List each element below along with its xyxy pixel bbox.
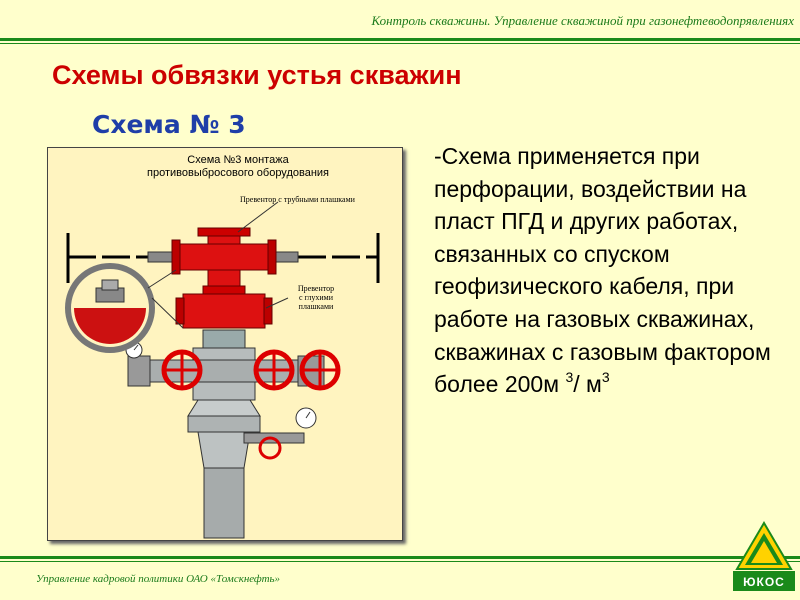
body-sup1: 3 bbox=[565, 369, 574, 386]
inset-detail bbox=[68, 266, 183, 350]
body-sup2: 3 bbox=[601, 369, 610, 386]
leader-top bbox=[238, 202, 278, 232]
label-pipe-ram-preventer: Превентор с трубными плашками bbox=[240, 195, 355, 204]
slide-title: Схемы обвязки устья скважин bbox=[52, 60, 462, 90]
yukos-logo bbox=[733, 521, 795, 591]
label-blind-ram-preventer bbox=[286, 284, 346, 311]
blind-ram-preventer bbox=[176, 286, 272, 328]
wellhead-diagram bbox=[47, 147, 403, 541]
pipe-ram-preventer bbox=[172, 228, 276, 292]
logo-text: ЮКОС bbox=[743, 575, 785, 589]
slide-subtitle: Схема № 3 bbox=[92, 110, 246, 139]
diagram-drawing bbox=[48, 148, 402, 540]
header-rule-thin bbox=[0, 43, 800, 44]
wellhead-body bbox=[128, 330, 324, 538]
label-side-line1: Превентор bbox=[297, 284, 335, 293]
body-text bbox=[434, 140, 779, 401]
header-text: Контроль скважины. Управление скважиной при газонефтеводопрявлениях bbox=[371, 13, 794, 28]
diagram-title-line1: Схема №3 монтажа bbox=[187, 154, 289, 166]
body-main: -Схема применяется при перфорации, воздействии на пласт ПГД и других работах, связанных со спуском геофизического кабеля, при работе на газовых скважинах, скважинах с газовым фактором более 200м bbox=[434, 143, 771, 398]
body-unit: м bbox=[586, 371, 602, 398]
footer-rule-thin bbox=[0, 561, 800, 562]
label-side-line3: плашками bbox=[298, 302, 334, 311]
label-side-line2: с глухими bbox=[298, 293, 334, 302]
diagram-title-line2: противовыбросового оборудования bbox=[147, 167, 329, 179]
footer-rule bbox=[0, 556, 800, 559]
body-slash: / bbox=[573, 371, 580, 398]
diagram-title bbox=[88, 154, 388, 180]
footer-text: Управление кадровой политики ОАО «Томскнефть» bbox=[36, 573, 281, 585]
header-rule bbox=[0, 38, 800, 41]
